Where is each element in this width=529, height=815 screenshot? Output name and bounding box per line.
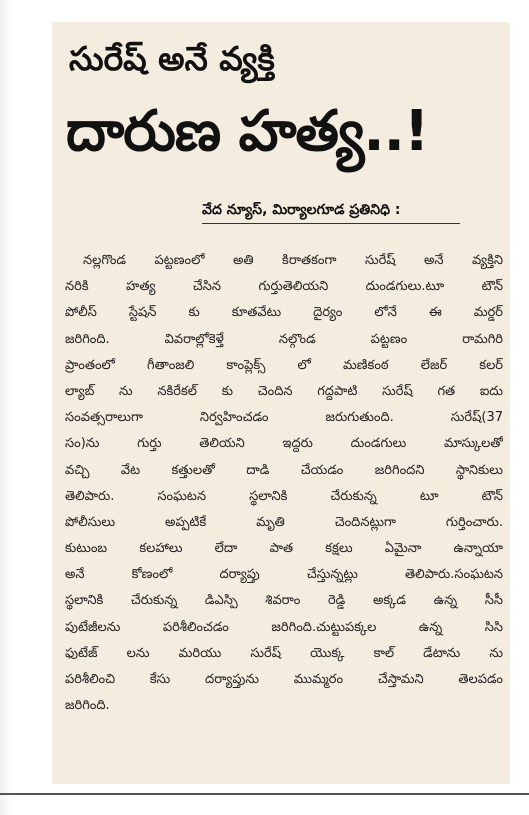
body-line: జరిగింది. వివరాల్లోకెళ్తే నల్గొండ పట్టణం రామగిరి (65, 331, 503, 347)
byline: వేద న్యూస్, మిర్యాలగూడ ప్రతినిధి : (202, 202, 401, 218)
news-clipping (52, 22, 510, 784)
body-line: పుటేజీలను పరిశీలించడం జరిగింది.చుట్టుపక్కల ఉన్న సిసి (65, 619, 503, 635)
body-line: ల్యాబ్ ను నకిరేకల్ కు చెందిన గద్దపాటి సురేష్ గత ఐదు (65, 383, 503, 399)
body-line: ఫుటేజ్ లను మరియు సురేష్ యొక్క కాల్ డేటాను ను (65, 645, 503, 661)
body-line: స్థలానికి చేరుకున్న డిఎస్పి శివరాం రెడ్డి అక్కడ ఉన్న సీసీ (65, 593, 503, 609)
byline-underline (202, 223, 460, 224)
body-line: పోలీస్ స్టేషన్ కు కూతవేటు దైర్యం లోనే ఈ మర్డర్ (65, 305, 503, 321)
headline-kicker: సురేష్ అనే వ్యక్తి (69, 39, 275, 78)
body-line: కుటుంబ కలహాలు లేదా పాత కక్షలు ఏమైనా ఉన్నాయా (65, 541, 503, 557)
page-edge-shadow (0, 0, 12, 815)
body-line: తెలిపారు. సంఘటన స్థలానికి చేరుకున్న టూ టౌన్ (65, 488, 503, 504)
body-line: వచ్చి వేట కత్తులతో దాడి చేయడం జరిగిందని స్థానికులు (65, 462, 503, 478)
headline-main: దారుణ హత్య..! (66, 99, 429, 164)
body-line: జరిగింది. (65, 698, 110, 714)
body-line: నరికి హత్య చేసిన గుర్తుతెలియని దుండగులు.టూ టౌన్ (65, 279, 503, 295)
body-line: అనే కోణంలో దర్యాప్తు చేస్తున్నట్లు తెలిపారు.సంఘటన (65, 567, 503, 583)
body-line: నల్లగొండ పట్టణంలో అతి కిరాతకంగా సురేష్ అనే వ్యక్తిని (83, 253, 503, 268)
body-line: సం)ను గుర్తు తెలియని ఇద్దరు దుండగులు మాస్కులతో (65, 436, 503, 452)
body-line: ప్రాంతంలో గీతాంజలి కాంప్లెక్స్ లో మణికంఠ లేజర్ కలర్ (65, 357, 503, 373)
body-line: పరిశీలించి కేసు దర్యాప్తును ముమ్మరం చేస్తామని తెలపడం (65, 672, 503, 687)
body-line: సంవత్సరాలుగా నిర్వహించడం జరుగుతుంది. సురేష్(37 (65, 410, 503, 426)
bottom-divider (0, 793, 529, 795)
body-line: పోలీసులు అప్పటికే మృతి చెందినట్లుగా గుర్తించారు. (65, 514, 503, 530)
article-body (65, 248, 503, 719)
